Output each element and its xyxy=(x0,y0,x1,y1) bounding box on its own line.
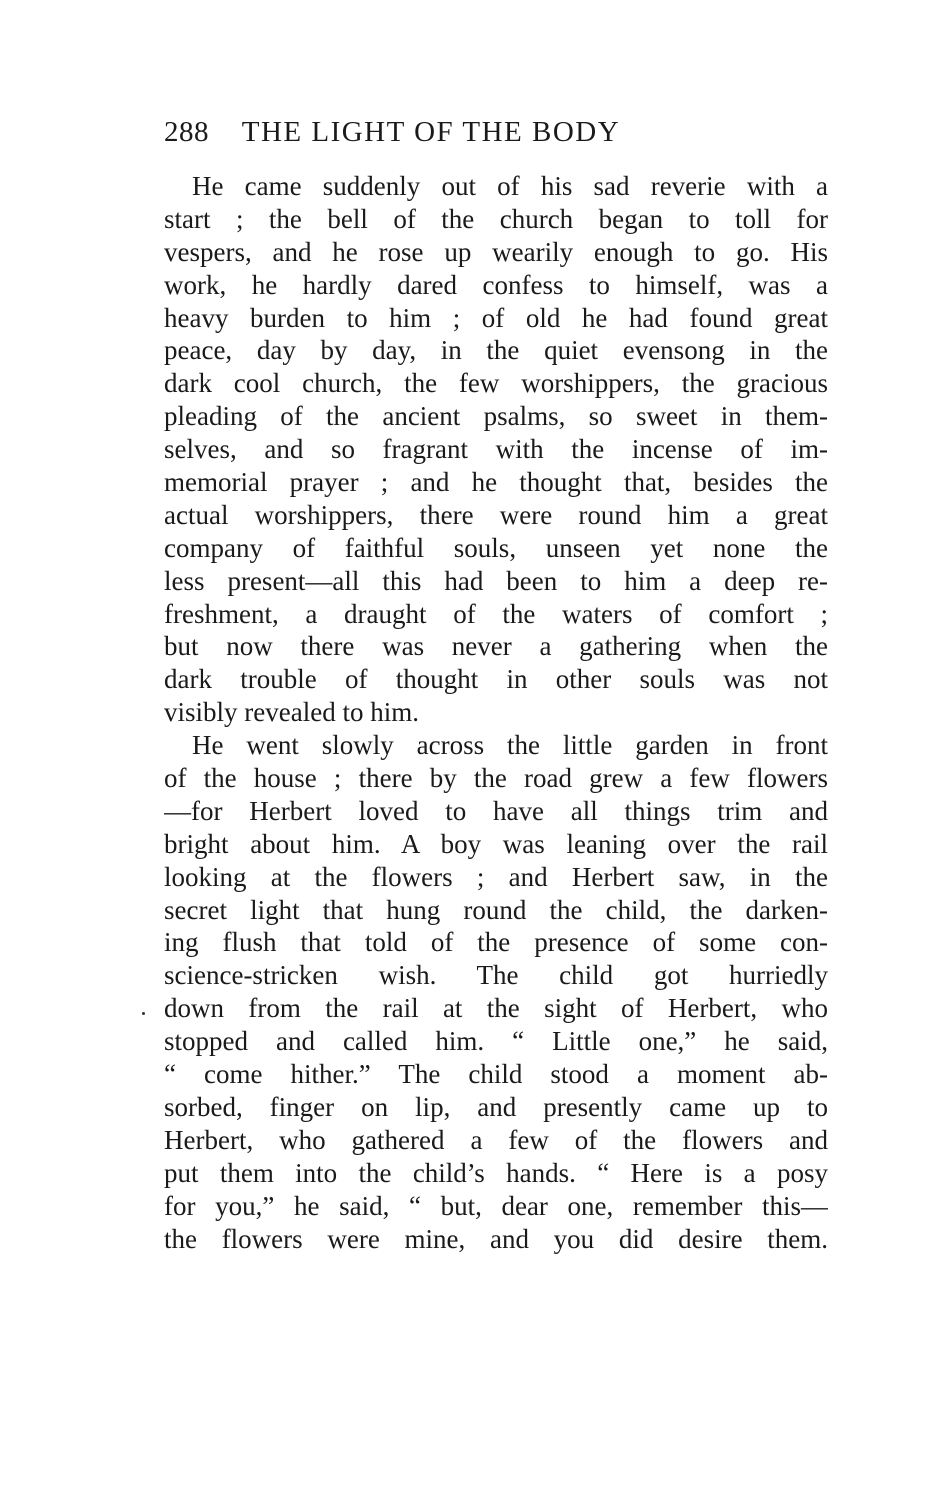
text-line: “ come hither.” The child stood a moment ab- xyxy=(164,1059,828,1090)
text-line: of the house ; there by the road grew a few flowers xyxy=(164,763,828,794)
text-line: freshment, a draught of the waters of comfort ; xyxy=(164,598,828,629)
text-line: but now there was never a gathering when the xyxy=(164,631,828,662)
text-line: selves, and so fragrant with the incense of im- xyxy=(164,434,828,465)
text-line: sorbed, finger on lip, and presently came up to xyxy=(164,1091,828,1122)
text-line: the flowers were mine, and you did desire them. xyxy=(164,1223,828,1254)
text-line: He came suddenly out of his sad reverie with a xyxy=(192,171,828,201)
text-line: dark trouble of thought in other souls was not xyxy=(164,664,828,695)
text-line: visibly revealed to him. xyxy=(164,697,419,728)
margin-ink-dot xyxy=(142,1012,145,1015)
text-line: actual worshippers, there were round him a great xyxy=(164,499,828,530)
text-line: looking at the flowers ; and Herbert saw, in the xyxy=(164,861,828,892)
text-line: secret light that hung round the child, the darken- xyxy=(164,894,828,925)
text-line: stopped and called him. “ Little one,” he said, xyxy=(164,1026,828,1057)
text-line: dark cool church, the few worshippers, the gracious xyxy=(164,368,828,399)
text-line: ing flush that told of the presence of some con- xyxy=(164,927,828,958)
running-title: THE LIGHT OF THE BODY xyxy=(241,116,621,148)
text-line: put them into the child’s hands. “ Here is a posy xyxy=(164,1157,828,1188)
text-line: heavy burden to him ; of old he had found great xyxy=(164,302,828,333)
text-line: memorial prayer ; and he thought that, besides the xyxy=(164,467,828,498)
text-line: down from the rail at the sight of Herbert, who xyxy=(164,993,828,1024)
text-line: He went slowly across the little garden in front xyxy=(192,730,828,761)
text-line: company of faithful souls, unseen yet none the xyxy=(164,532,828,563)
text-line: bright about him. A boy was leaning over the rail xyxy=(164,828,828,859)
page-number: 288 xyxy=(164,116,209,148)
text-line: Herbert, who gathered a few of the flowers and xyxy=(164,1124,828,1155)
running-head xyxy=(164,112,828,152)
text-line: start ; the bell of the church began to toll for xyxy=(164,203,828,234)
text-line: work, he hardly dared confess to himself, was a xyxy=(164,269,828,300)
text-line: peace, day by day, in the quiet evensong in the xyxy=(164,335,828,366)
text-line: less present—all this had been to him a deep re- xyxy=(164,565,828,596)
text-line: science-stricken wish. The child got hurriedly xyxy=(164,960,828,991)
text-line: vespers, and he rose up wearily enough to go. His xyxy=(164,236,828,267)
body-text xyxy=(164,170,828,1255)
text-line: —for Herbert loved to have all things trim and xyxy=(164,795,828,826)
text-line: pleading of the ancient psalms, so sweet in them- xyxy=(164,401,828,432)
text-line: for you,” he said, “ but, dear one, remember this— xyxy=(164,1190,828,1221)
